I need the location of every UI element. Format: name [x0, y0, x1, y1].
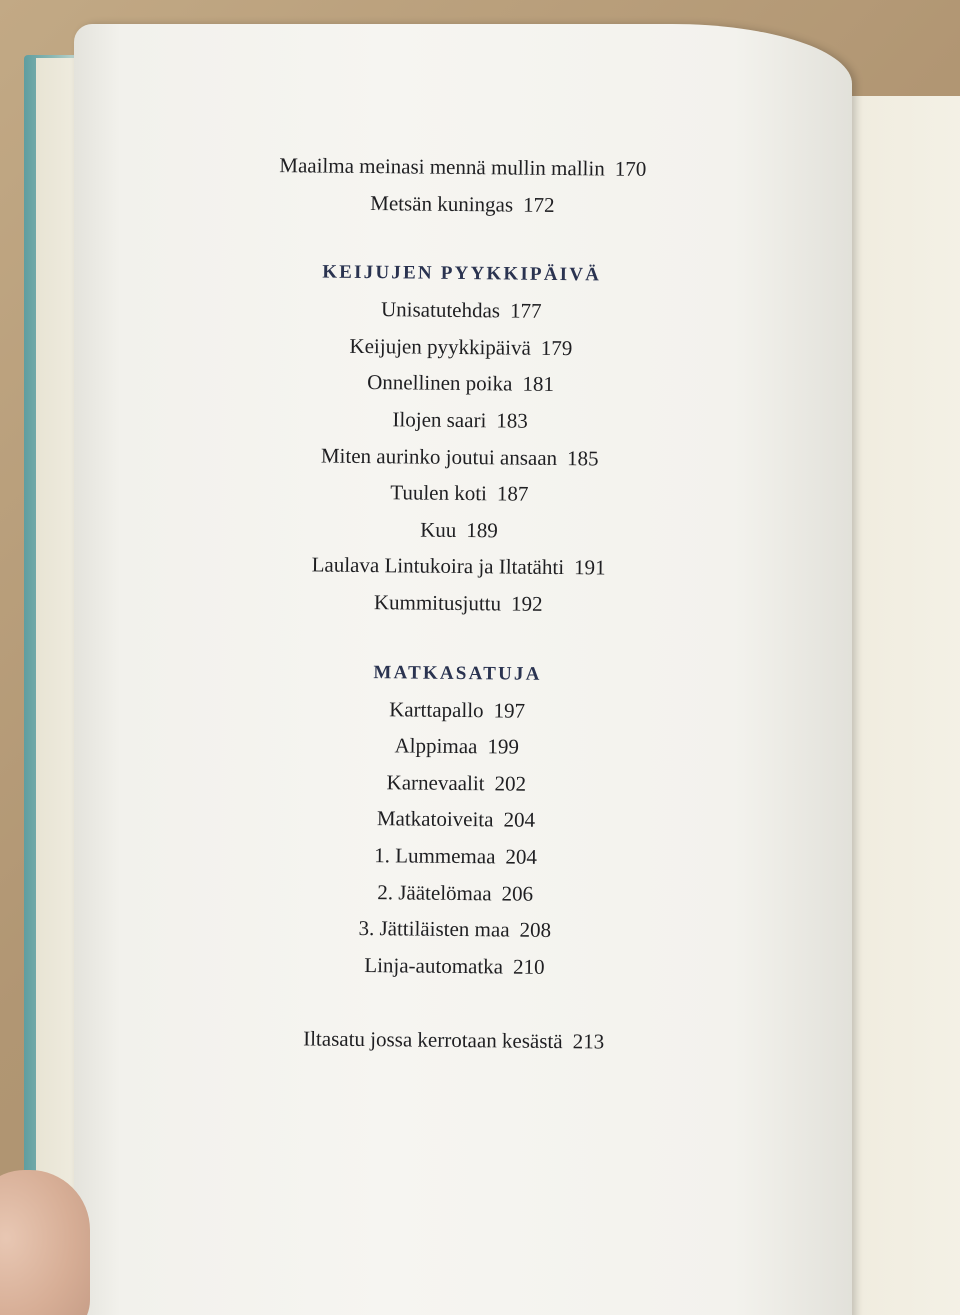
toc-entry-title: Karnevaalit: [386, 769, 485, 795]
toc-entry-page: 172: [523, 192, 555, 217]
toc-entry-page: 199: [487, 734, 520, 759]
toc-entry-title: 3. Jättiläisten maa: [358, 916, 510, 942]
toc-entry-title: Laulava Lintukoira ja Iltatähti: [311, 552, 565, 580]
toc-entry-title: Keijujen pyykkipäivä: [349, 333, 531, 360]
toc-entry-title: 1. Lummemaa: [374, 843, 496, 869]
toc-entry-page: 204: [503, 807, 536, 833]
toc-entry-title: Metsän kuningas: [370, 190, 514, 217]
toc-entry-page: 185: [566, 445, 599, 470]
toc-entry-title: Unisatutehdas: [380, 297, 501, 323]
toc-entry-page: 189: [466, 517, 498, 543]
thumb: [0, 1170, 90, 1315]
toc-entry-title: Tuulen koti: [390, 480, 488, 506]
toc-entry-page: 179: [540, 335, 573, 360]
toc-entry-title: Matkatoiveita: [376, 806, 494, 832]
toc-entry-page: 213: [572, 1029, 605, 1054]
toc-entry-title: Miten aurinko joutui ansaan: [320, 443, 558, 470]
toc-entry-page: 170: [614, 156, 647, 181]
toc-entry-title: Maailma meinasi mennä mullin mallin: [279, 153, 605, 181]
toc-entry-title: Linja-automatka: [364, 952, 504, 979]
toc-entry-page: 191: [573, 555, 606, 580]
toc-entry-title: Iltasatu jossa kerrotaan kesästä: [303, 1026, 563, 1054]
toc-entry-page: 204: [505, 844, 538, 869]
toc-entry-page: 177: [509, 298, 542, 324]
toc-entry-title: Onnellinen poika: [367, 370, 513, 396]
toc-entry-title: 2. Jäätelömaa: [377, 879, 492, 905]
toc-entry-title: Kuu: [420, 517, 457, 542]
toc-entry-title: Kummitusjuttu: [373, 590, 502, 616]
toc-entry-page: 206: [501, 880, 534, 906]
section-heading: KEIJUJEN PYYKKIPÄIVÄ: [322, 261, 602, 286]
table-of-contents: [64, 145, 851, 1063]
toc-entry-title: Ilojen saari: [392, 407, 487, 433]
toc-entry-title: Alppimaa: [394, 733, 478, 759]
toc-entry-page: 187: [496, 481, 529, 506]
toc-entry-page: 202: [494, 771, 527, 796]
book-page: [74, 24, 852, 1315]
toc-entry-page: 208: [519, 917, 552, 943]
toc-entry-page: 197: [493, 697, 526, 723]
toc-entry-page: 192: [510, 591, 543, 616]
toc-entry-page: 183: [496, 408, 528, 433]
toc-entry-page: 181: [522, 372, 555, 397]
toc-entry-title: Karttapallo: [389, 696, 484, 722]
toc-entry-page: 210: [512, 954, 545, 979]
toc-entry: [64, 1018, 842, 1063]
section-heading: MATKASATUJA: [373, 661, 542, 685]
